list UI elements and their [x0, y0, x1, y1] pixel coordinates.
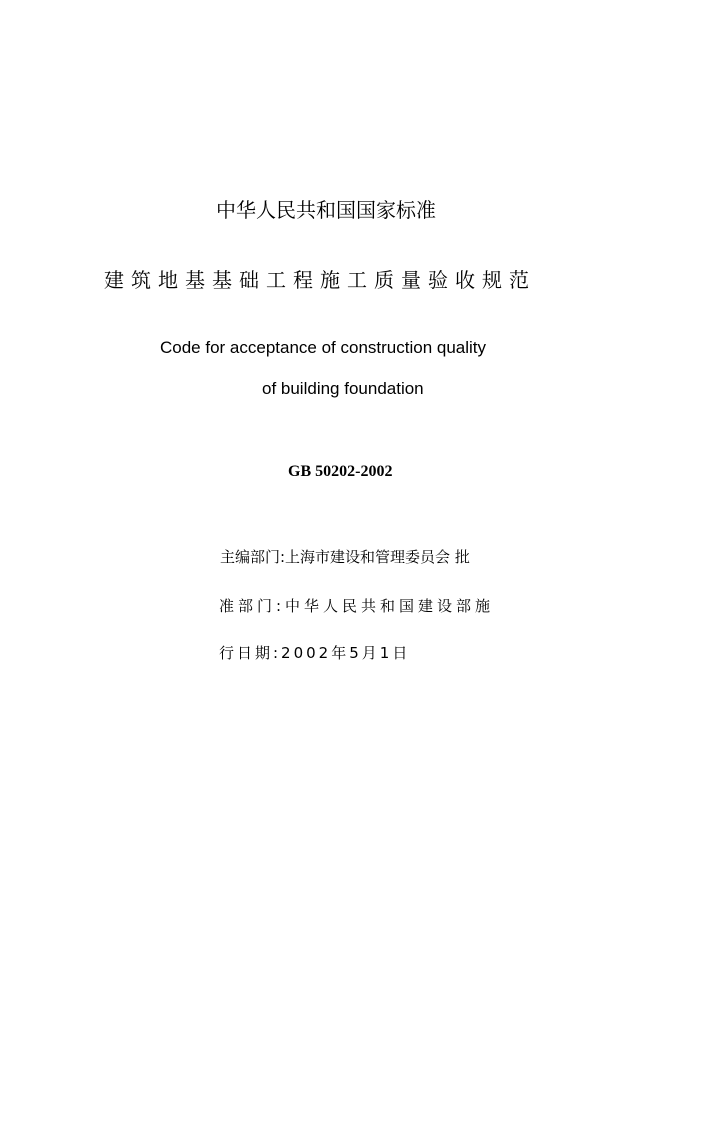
document-title-english-line1: Code for acceptance of construction quality [160, 338, 487, 357]
document-title-chinese: 建筑地基基础工程施工质量验收规范 [104, 268, 536, 292]
standard-code: GB 50202-2002 [288, 463, 393, 480]
implementation-date-line: 行日期:2002年5月1日 [219, 644, 411, 662]
document-title-english-line2: of building foundation [262, 379, 424, 398]
editor-approval-line2: 准部门:中华人民共和国建设部施 [219, 597, 495, 615]
editor-approval-line1: 主编部门:上海市建设和管理委员会 批 [220, 548, 470, 566]
national-standard-heading: 中华人民共和国国家标准 [216, 198, 436, 222]
